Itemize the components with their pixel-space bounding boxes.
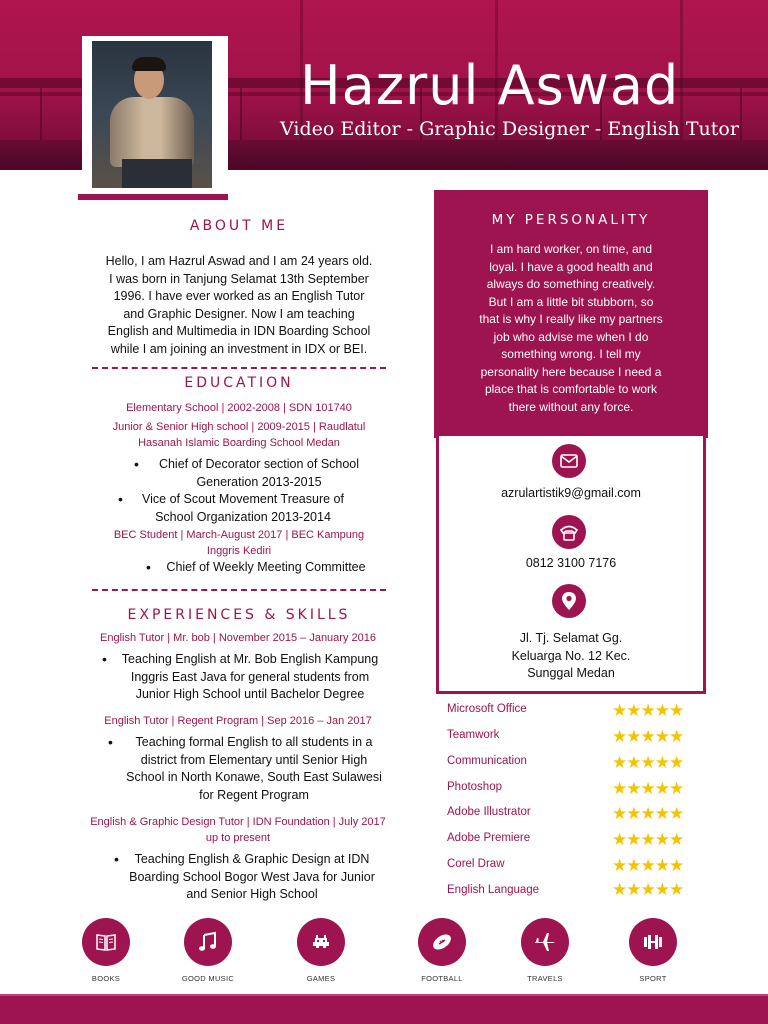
about-line: while I am joining an investment in IDX or BEI. <box>110 341 368 356</box>
personality-line: there without any force. <box>508 399 634 414</box>
page-title: Hazrul Aswad <box>300 54 680 117</box>
personality-text <box>456 241 686 416</box>
about-line: 1996. I have ever worked as an English Tutor <box>113 289 365 303</box>
skill-name: Photoshop <box>447 781 502 793</box>
hobby-label: TRAVELS <box>527 974 563 983</box>
education-entry-line: Inggris Kediri <box>206 545 272 557</box>
list-item-line: Teaching formal English to all students in a <box>135 735 373 749</box>
address-line: Keluarga No. 12 Kec. <box>511 648 631 663</box>
skill-name: Communication <box>447 755 527 767</box>
about-line: Hello, I am Hazrul Aswad and I am 24 years old. <box>105 254 373 268</box>
about-line: English and Multimedia in IDN Boarding School <box>107 324 371 338</box>
football-icon <box>430 930 454 954</box>
address-text <box>440 630 702 683</box>
personality-line: always do something creatively. <box>486 277 656 291</box>
hobby-books <box>66 918 146 983</box>
job-entry: English Tutor | Mr. bob | November 2015 – January 2016 <box>100 632 376 644</box>
skill-rating: ★★★★★ <box>612 779 684 798</box>
about-title: ABOUT ME <box>189 218 289 234</box>
list-item-line: and Senior High School <box>186 887 318 901</box>
photo-person-hair <box>132 57 166 71</box>
dumbbell-icon <box>641 930 665 954</box>
job-entry-line: up to present <box>205 832 271 844</box>
photo-person-body <box>110 97 194 167</box>
hobby-label: SPORT <box>639 974 667 983</box>
space-invader-icon <box>309 930 333 954</box>
skill-name: Adobe Premiere <box>447 832 531 844</box>
skill-name: Corel Draw <box>447 858 505 870</box>
about-text <box>86 253 392 358</box>
book-icon <box>94 930 118 954</box>
profile-photo <box>92 41 212 188</box>
job-entry-line: English & Graphic Design Tutor | IDN Foundation | July 2017 <box>90 816 386 828</box>
personality-line: job who advise me when I do <box>493 329 649 344</box>
job-entry: English Tutor | Regent Program | Sep 2016 – Jan 2017 <box>104 715 372 727</box>
personality-line: I am hard worker, on time, and <box>489 242 653 256</box>
list-item-line: School Organization 2013-2014 <box>155 509 331 524</box>
hobby-label: FOOTBALL <box>421 974 463 983</box>
bullet-dot: • <box>114 851 119 867</box>
list-item-line: Chief of Weekly Meeting Committee <box>166 560 366 574</box>
hobby-label: GAMES <box>306 974 336 983</box>
skill-name: Microsoft Office <box>447 703 527 715</box>
about-line: I was born in Tanjung Selamat 13th September <box>109 271 369 286</box>
hobby-games <box>281 918 361 983</box>
photo-person-legs <box>122 159 192 188</box>
address-line: Sunggal Medan <box>527 666 615 680</box>
skill-rating: ★★★★★ <box>612 804 684 823</box>
bullet-dot: • <box>118 491 123 507</box>
phone-icon <box>552 515 586 549</box>
skill-name: English Language <box>447 884 540 896</box>
personality-line: But I am a little bit stubborn, so <box>488 294 654 309</box>
hobby-sport <box>613 918 693 983</box>
bullet-dot: • <box>146 559 151 575</box>
experience-title: EXPERIENCES & SKILLS <box>127 607 351 623</box>
music-note-icon <box>196 930 220 954</box>
footer-bar <box>0 996 768 1024</box>
list-item-line: Boarding School Bogor West Java for Junior <box>129 869 375 884</box>
job-titles: Video Editor - Graphic Designer - English Tutor <box>280 118 739 140</box>
bullet-dot: • <box>134 456 139 472</box>
list-item-line: Vice of Scout Movement Treasure of <box>142 492 344 506</box>
list-item <box>102 651 398 704</box>
personality-title: MY PERSONALITY <box>491 212 651 228</box>
education-entry: Elementary School | 2002-2008 | SDN 101740 <box>126 402 352 414</box>
skill-rating: ★★★★★ <box>612 753 684 772</box>
hobby-circle <box>521 918 569 966</box>
hobby-circle <box>629 918 677 966</box>
hobby-circle <box>184 918 232 966</box>
job-entry <box>70 814 406 846</box>
list-item <box>146 559 386 577</box>
education-entry-line: Hasanah Islamic Boarding School Medan <box>138 437 340 449</box>
personality-line: place that is comfortable to work <box>484 382 658 396</box>
bullet-dot: • <box>102 651 107 667</box>
skill-name: Teamwork <box>447 729 500 741</box>
personality-line: something wrong. I tell my <box>501 347 641 361</box>
hobby-football <box>402 918 482 983</box>
bullet-dot: • <box>108 734 113 750</box>
hobby-circle <box>82 918 130 966</box>
hobby-music <box>168 918 248 983</box>
skill-rating: ★★★★★ <box>612 701 684 720</box>
skill-name: Adobe Illustrator <box>447 806 531 818</box>
personality-line: personality here because I need a <box>480 364 662 379</box>
list-item-line: Junior High School until Bachelor Degree <box>135 687 365 701</box>
personality-line: that is why I really like my partners <box>479 312 663 326</box>
phone-text: 0812 3100 7176 <box>525 556 617 570</box>
list-item-line: Teaching English at Mr. Bob English Kampung <box>121 652 379 666</box>
section-divider <box>92 589 386 591</box>
mail-icon <box>552 444 586 478</box>
list-item-line: School in North Konawe, South East Sulawesi <box>126 770 382 784</box>
hobby-label: GOOD MUSIC <box>181 974 235 983</box>
skill-rating: ★★★★★ <box>612 830 684 849</box>
list-item-line: for Regent Program <box>199 787 309 802</box>
list-item-line: Chief of Decorator section of School <box>158 457 360 471</box>
email-text: azrulartistik9@gmail.com <box>501 486 641 500</box>
list-item <box>134 456 384 491</box>
list-item <box>108 734 400 804</box>
address-line: Jl. Tj. Selamat Gg. <box>519 631 623 645</box>
airplane-icon <box>533 930 557 954</box>
skill-rating: ★★★★★ <box>612 856 684 875</box>
section-divider <box>92 367 386 369</box>
list-item-line: Generation 2013-2015 <box>196 474 322 489</box>
personality-line: loyal. I have a good health and <box>489 259 653 274</box>
skill-rating: ★★★★★ <box>612 727 684 746</box>
list-item-line: Teaching English & Graphic Design at IDN <box>134 852 370 866</box>
list-item-line: Inggris East Java for general students from <box>130 669 370 684</box>
list-item-line: district from Elementary until Senior High <box>140 752 368 767</box>
location-pin-icon <box>552 584 586 618</box>
education-entry-line: BEC Student | March-August 2017 | BEC Kampung <box>113 529 365 541</box>
hobby-travels <box>505 918 585 983</box>
education-title: EDUCATION <box>184 375 294 391</box>
education-entry-line: Junior & Senior High school | 2009-2015 | Raudlatul <box>112 421 366 433</box>
education-entry <box>86 419 392 451</box>
list-item <box>118 491 368 526</box>
hobby-circle <box>297 918 345 966</box>
photo-underline <box>78 194 228 200</box>
skill-rating: ★★★★★ <box>612 880 684 899</box>
education-entry <box>86 527 392 559</box>
list-item <box>114 851 390 904</box>
about-line: and Graphic Designer. Now I am teaching <box>123 306 355 321</box>
hobby-circle <box>418 918 466 966</box>
hobby-label: BOOKS <box>91 974 121 983</box>
